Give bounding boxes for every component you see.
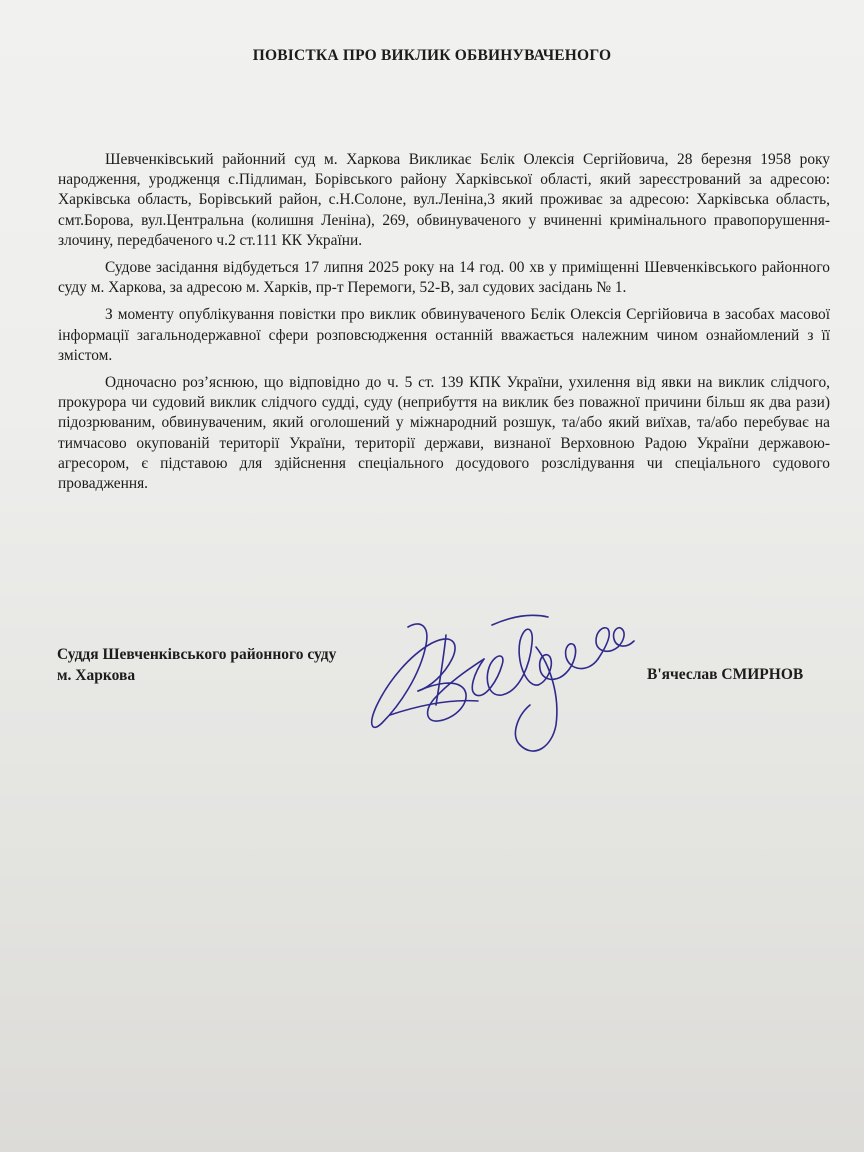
judge-position-line2: м. Харкова	[57, 667, 136, 684]
judge-position-line1: Суддя Шевченківського районного суду	[57, 646, 337, 663]
paragraph-clarification: Одночасно роз’яснюю, що відповідно до ч. 5 ст. 139 КПК України, ухилення від явки на виклик слідчого, прокурора чи судовий виклик слідчого судді, суду (неприбуття на виклик без поважної причини більш як два рази) підозрюваним, обвинуваченим, який оголошений у міжнародний розшук, та/або який виїхав, та/або перебуває на тимчасово окупованій території України, території держави, визнаної Верховною Радою України державою-агресором, є підставою для здійснення спеціального досудового розслідування чи спеціального судового провадження.	[58, 374, 830, 493]
paragraph-publication: З моменту опублікування повістки про виклик обвинуваченого Бєлік Олексія Сергійовича в засобах масової інформації загальнодержавної сфери розповсюдження останній вважається належним чином ознайомлений з її змістом.	[58, 306, 830, 364]
judge-position	[57, 644, 336, 686]
paragraph-summons: Шевченківський районний суд м. Харкова Викликає Бєлік Олексія Сергійовича, 28 березня 1958 року народження, уродженця с.Підлиман, Борівського району Харківської області, який зареєстрований за адресою: Харківська область, Борівський район, с.Н.Солоне, вул.Леніна,3 який проживає за адресою: Харківська область, смт.Борова, вул.Центральна (колишня Леніна), 269, обвинуваченого у вчиненні кримінального правопорушення-злочину, передбаченого ч.2 ст.111 КК України.	[58, 151, 830, 249]
judge-name: В'ячеслав СМИРНОВ	[647, 666, 804, 683]
paragraph-hearing: Судове засідання відбудеться 17 липня 2025 року на 14 год. 00 хв у приміщенні Шевченківського районного суду м. Харкова, за адресою м. Харків, пр-т Перемоги, 52-В, зал судових засідань № 1.	[58, 259, 830, 297]
document-body	[58, 150, 830, 501]
handwritten-signature	[360, 595, 680, 765]
document-title: ПОВІСТКА ПРО ВИКЛИК ОБВИНУВАЧЕНОГО	[252, 47, 612, 64]
